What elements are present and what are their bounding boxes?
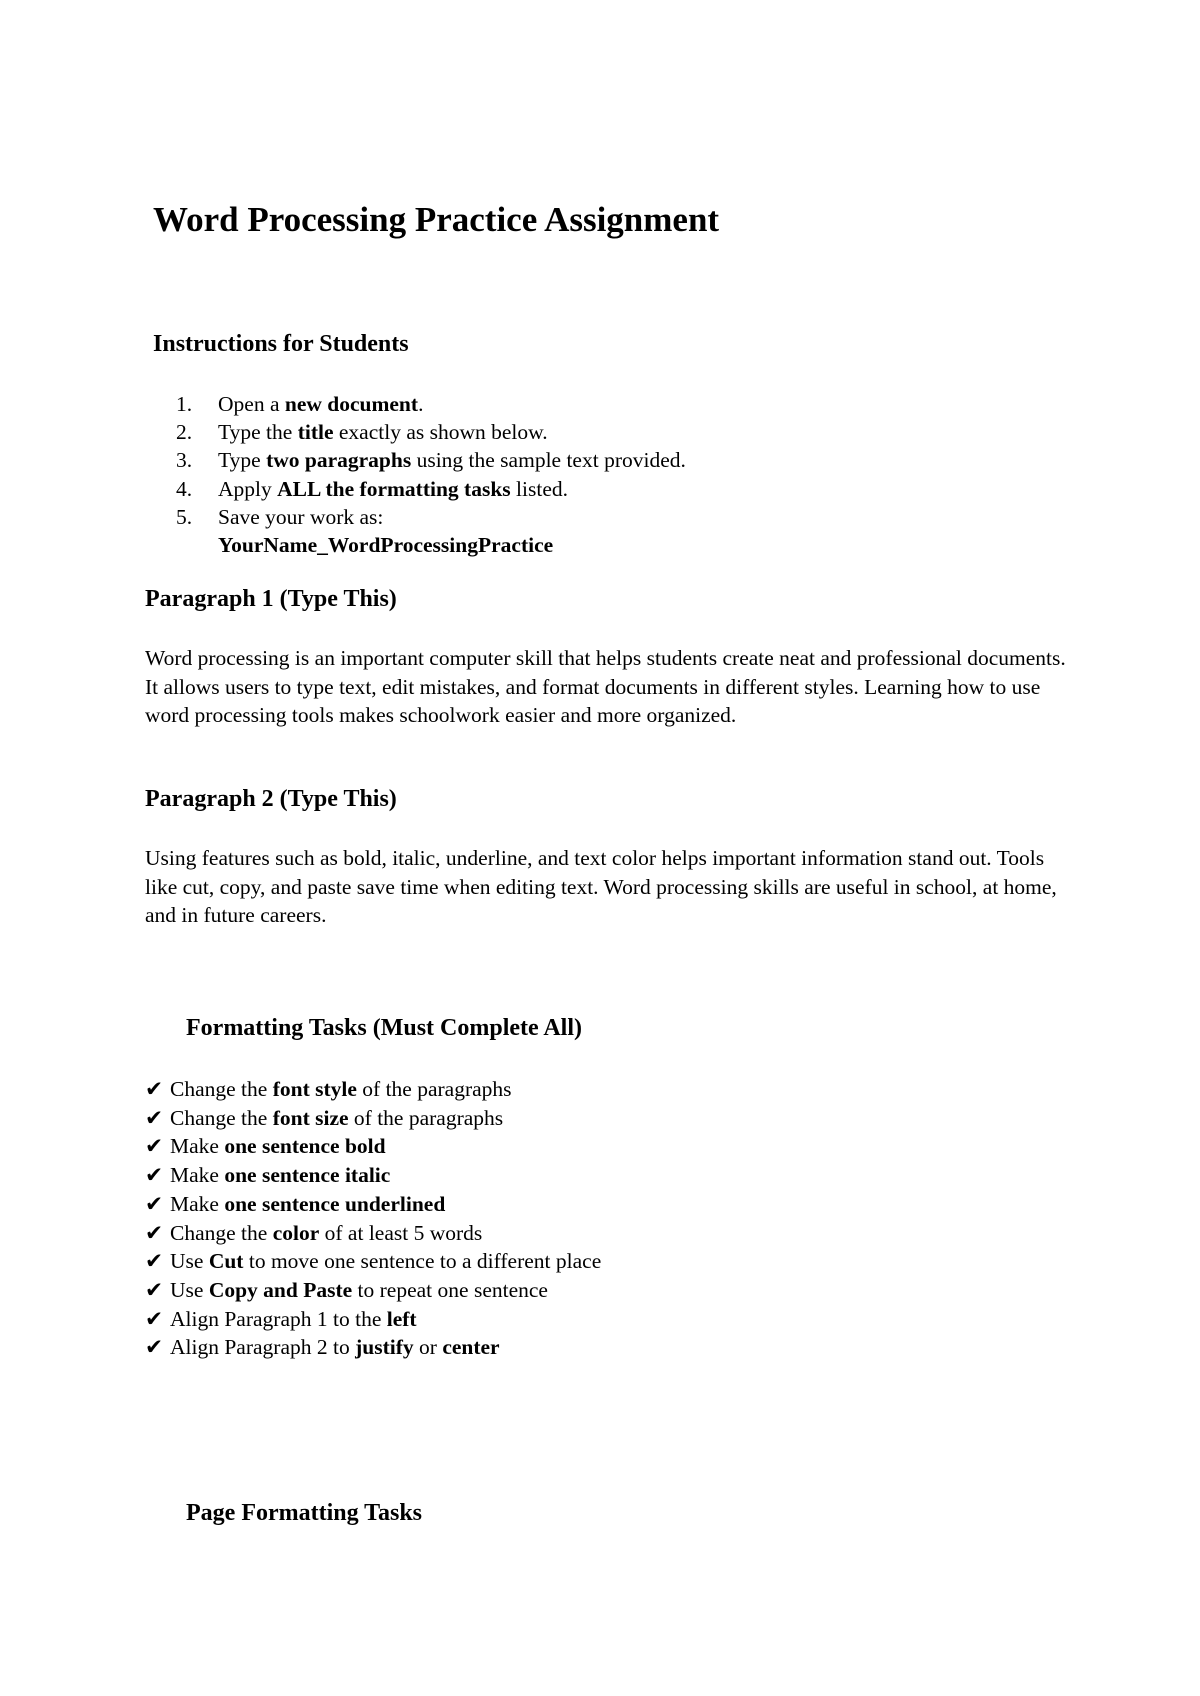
checkmark-icon: ✔ xyxy=(145,1335,164,1360)
step-number: 1. xyxy=(176,392,193,416)
list-item: ✔ Align Paragraph 1 to the left xyxy=(145,1305,1045,1334)
checkmark-icon: ✔ xyxy=(145,1249,164,1274)
step-number: 2. xyxy=(176,420,193,445)
paragraph-1-text: Word processing is an important computer skill that helps students create neat and professional documents. It allows users to type text, edit mistakes, and format documents in different styles. Learning how to use word processing tools makes schoolwork easier and more organized. xyxy=(145,646,1066,727)
list-item: ✔ Align Paragraph 2 to justify or center xyxy=(145,1333,1045,1362)
checkmark-icon: ✔ xyxy=(145,1105,164,1130)
list-item: 4. Apply ALL the formatting tasks listed. xyxy=(176,475,976,503)
document-title: Word Processing Practice Assignment xyxy=(153,200,720,239)
step-number: 5. xyxy=(176,504,193,529)
list-item: ✔ Change the font style of the paragraphs xyxy=(145,1075,1045,1104)
list-item: ✔ Make one sentence underlined xyxy=(145,1190,1045,1219)
save-filename: YourName_WordProcessingPractice xyxy=(218,533,554,558)
checkmark-icon: ✔ xyxy=(145,1191,164,1216)
list-item: ✔ Use Cut to move one sentence to a different place xyxy=(145,1247,1045,1276)
page-formatting-heading: Page Formatting Tasks xyxy=(186,1500,423,1526)
checkmark-icon: ✔ xyxy=(145,1220,164,1245)
step-number: 3. xyxy=(176,448,193,473)
step-number: 4. xyxy=(176,476,193,501)
paragraph-2-heading: Paragraph 2 (Type This) xyxy=(145,786,397,812)
formatting-tasks-heading: Formatting Tasks (Must Complete All) xyxy=(186,1015,582,1041)
list-item: 5. Save your work as: YourName_WordProcessingPractice xyxy=(176,504,554,558)
list-item: ✔ Use Copy and Paste to repeat one sentence xyxy=(145,1276,1045,1305)
checkmark-icon: ✔ xyxy=(145,1134,164,1159)
list-item: ✔ Make one sentence bold xyxy=(145,1132,1045,1161)
checkmark-icon: ✔ xyxy=(145,1306,164,1331)
list-item: ✔ Change the color of at least 5 words xyxy=(145,1219,1045,1248)
list-item: 3. Type two paragraphs using the sample text provided. xyxy=(176,446,976,474)
paragraph-1-heading: Paragraph 1 (Type This) xyxy=(145,586,397,612)
instructions-heading: Instructions for Students xyxy=(153,331,409,357)
list-item: 1. Open a new document. xyxy=(176,390,976,418)
list-item: 2. Type the title exactly as shown below. xyxy=(176,418,976,446)
checkmark-icon: ✔ xyxy=(145,1163,164,1188)
formatting-tasks-list xyxy=(145,1075,1045,1362)
paragraph-2-text: Using features such as bold, italic, underline, and text color helps important information stand out. Tools like cut, copy, and paste save time when editing text. Word processing skills are useful in school, at home, and in future careers. xyxy=(145,846,1057,927)
checkmark-icon: ✔ xyxy=(145,1277,164,1302)
list-item: ✔ Make one sentence italic xyxy=(145,1161,1045,1190)
list-item: ✔ Change the font size of the paragraphs xyxy=(145,1104,1045,1133)
checkmark-icon: ✔ xyxy=(145,1077,164,1101)
instructions-list xyxy=(176,390,976,559)
